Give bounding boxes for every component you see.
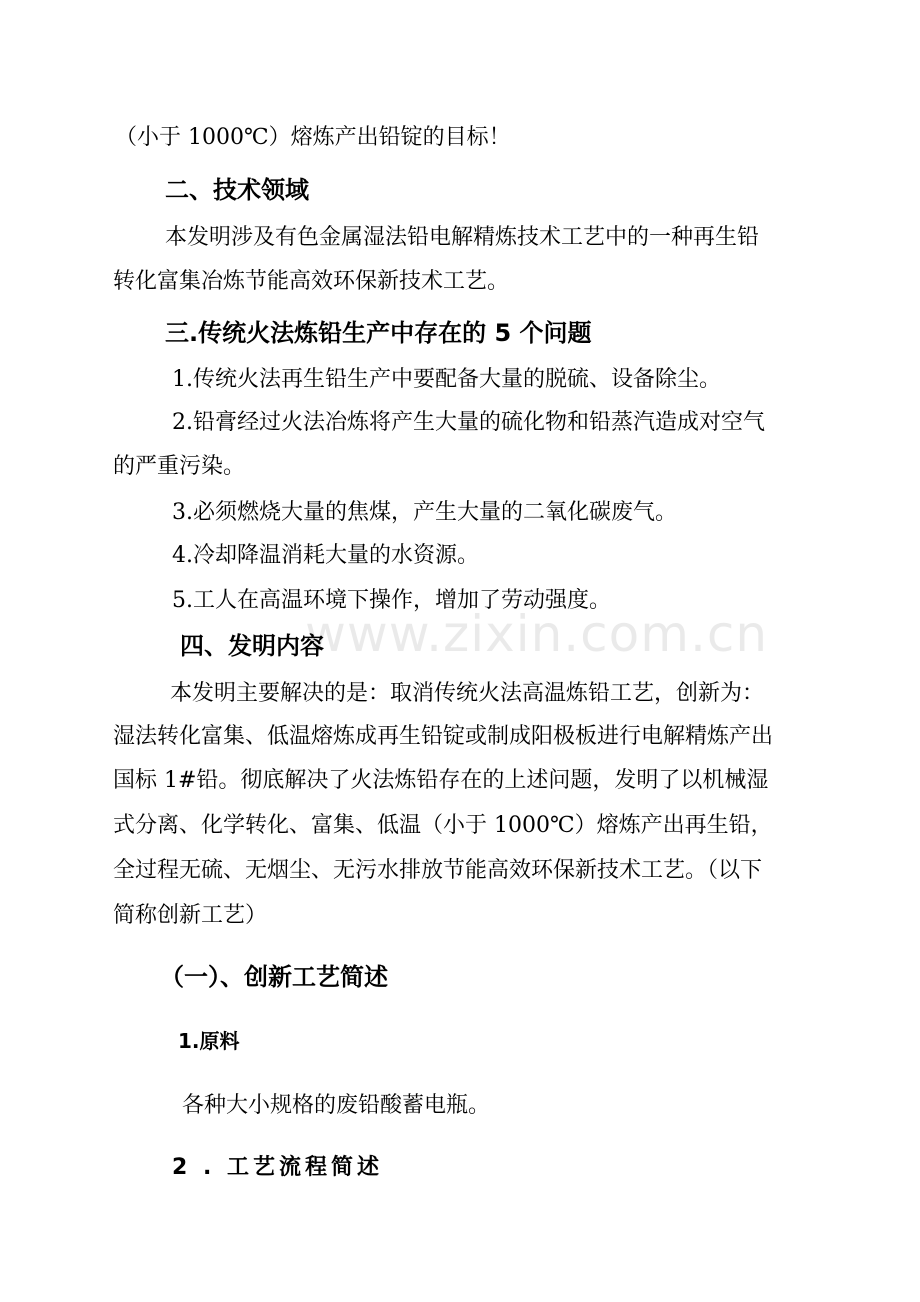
raw-material-text: 各种大小规格的废铅酸蓄电瓶。 [182, 1093, 491, 1118]
section3-item-1: 1.传统火法再生铅生产中要配备大量的脱硫、设备除尘。 [172, 367, 721, 392]
section3-item-5: 5.工人在高温环境下操作，增加了劳动强度。 [172, 588, 611, 613]
section3-item-4: 4.冷却降温消耗大量的水资源。 [172, 543, 479, 568]
section2-line-2: 转化富集冶炼节能高效环保新技术工艺。 [113, 269, 510, 294]
section4-line-6: 简称创新工艺） [113, 903, 268, 928]
subsection1-heading: （一）、创新工艺简述 [160, 963, 388, 991]
section3-item-3: 3.必须燃烧大量的焦煤，产生大量的二氧化碳废气。 [172, 500, 677, 525]
section4-line-5: 全过程无硫、无烟尘、无污水排放节能高效环保新技术工艺。（以下 [113, 858, 763, 883]
section2-heading: 二、技术领域 [165, 176, 309, 204]
raw-material-title: 1.原料 [178, 1029, 240, 1053]
section4-heading: 四、发明内容 [180, 632, 324, 660]
section2-line-1: 本发明涉及有色金属湿法铅电解精炼技术工艺中的一种再生铅 [165, 225, 760, 250]
section3-heading: 三.传统火法炼铅生产中存在的 5 个问题 [165, 319, 592, 347]
watermark: www.zixin.com.cn [305, 605, 769, 663]
section4-line-2: 湿法转化富集、低温熔炼成再生铅锭或制成阳极板进行电解精炼产出 [113, 724, 774, 749]
intro-tail-line: （小于 1000℃）熔炼产出铅锭的目标！ [115, 125, 511, 150]
section4-line-4: 式分离、化学转化、富集、低温（小于 1000℃）熔炼产出再生铅， [113, 813, 773, 838]
section4-line-3: 国标 1#铅。彻底解决了火法炼铅存在的上述问题，发明了以机械湿 [113, 768, 769, 793]
section4-line-1: 本发明主要解决的是：取消传统火法高温炼铅工艺，创新为： [170, 681, 765, 706]
section3-item-2-cont: 的严重污染。 [113, 454, 246, 479]
section3-item-2: 2.铅膏经过火法冶炼将产生大量的硫化物和铅蒸汽造成对空气 [172, 410, 765, 435]
process-flow-title: 2 . 工艺流程简述 [172, 1155, 383, 1180]
